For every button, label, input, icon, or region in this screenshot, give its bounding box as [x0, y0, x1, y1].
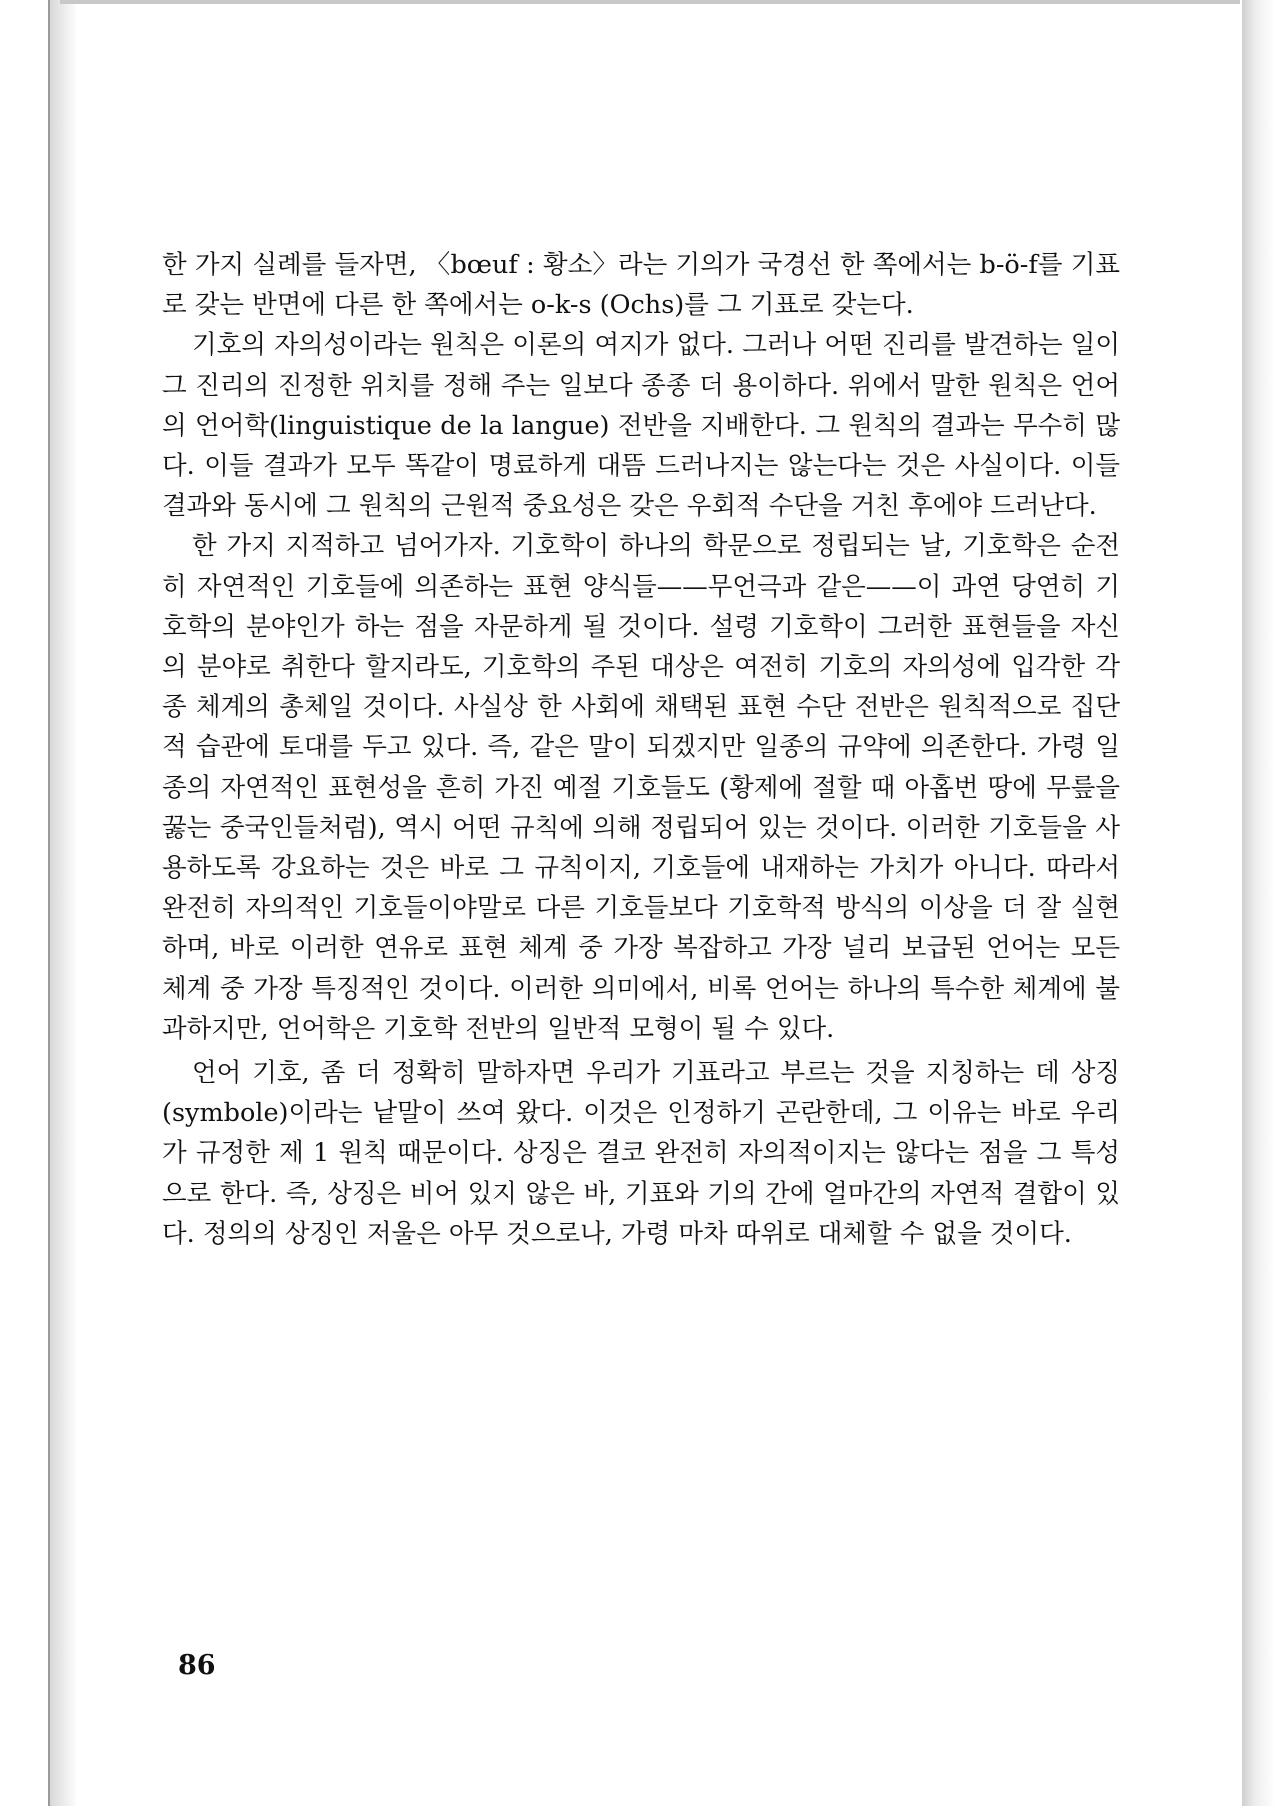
- page-left-edge: [48, 0, 78, 1806]
- paragraph: 한 가지 실례를 들자면, 〈bœuf : 황소〉라는 기의가 국경선 한 쪽에서는 b-ö-f를 기표로 갖는 반면에 다른 한 쪽에서는 o-k-s (Ochs)를 그 기표로 갖는다.: [162, 250, 1120, 321]
- paragraph: 기호의 자의성이라는 원칙은 이론의 여지가 없다. 그러나 어떤 진리를 발견하는 일이 그 진리의 진정한 위치를 정해 주는 일보다 종종 더 용이하다. 위에서 말한 원칙은 언어의 언어학(linguistique de la langue) 전반을 지배한다. 그 원칙의 결과는 무수히 많다. 이들 결과가 모두 똑같이 명료하게 대뜸 드러나지는 않는다는 것은 사실이다. 이들 결과와 동시에 그 원칙의 근원적 중요성은 갖은 우회적 수단을 거친 후에야 드러난다.: [162, 330, 1120, 522]
- paragraph: 한 가지 지적하고 넘어가자. 기호학이 하나의 학문으로 정립되는 날, 기호학은 순전히 자연적인 기호들에 의존하는 표현 양식들——무언극과 같은——이 과연 당연히 기호학의 분야인가 하는 점을 자문하게 될 것이다. 설령 기호학이 그러한 표현들을 자신의 분야로 취한다 할지라도, 기호학의 주된 대상은 여전히 기호의 자의성에 입각한 각종 체계의 총체일 것이다. 사실상 한 사회에 채택된 표현 수단 전반은 원칙적으로 집단적 습관에 토대를 두고 있다. 즉, 같은 말이 되겠지만 일종의 규약에 의존한다. 가령 일종의 자연적인 표현성을 흔히 가진 예절 기호들도 (황제에 절할 때 아홉번 땅에 무릎을 꿇는 중국인들처럼), 역시 어떤 규칙에 의해 정립되어 있는 것이다. 이러한 기호들을 사용하도록 강요하는 것은 바로 그 규칙이지, 기호들에 내재하는 가치가 아니다. 따라서 완전히 자의적인 기호들이야말로 다른 기호들보다 기호학적 방식의 이상을 더 잘 실현하며, 바로 이러한 연유로 표현 체계 중 가장 복잡하고 가장 널리 보급된 언어는 모든 체계 중 가장 특징적인 것이다. 이러한 의미에서, 비록 언어는 하나의 특수한 체계에 불과하지만, 언어학은 기호학 전반의 일반적 모형이 될 수 있다.: [162, 531, 1120, 1044]
- paragraph: 언어 기호, 좀 더 정확히 말하자면 우리가 기표라고 부르는 것을 지칭하는 데 상징(symbole)이라는 낱말이 쓰여 왔다. 이것은 인정하기 곤란한데, 그 이유는 바로 우리가 규정한 제 1 원칙 때문이다. 상징은 결코 완전히 자의적이지는 않다는 점을 그 특성으로 한다. 즉, 상징은 비어 있지 않은 바, 기표와 기의 간에 얼마간의 자연적 결합이 있다. 정의의 상징인 저울은 아무 것으로나, 가령 마차 따위로 대체할 수 없을 것이다.: [162, 1058, 1120, 1249]
- body-text: [162, 245, 1120, 1254]
- page-right-shadow: [1242, 0, 1275, 1806]
- page-number: 86: [178, 1650, 216, 1681]
